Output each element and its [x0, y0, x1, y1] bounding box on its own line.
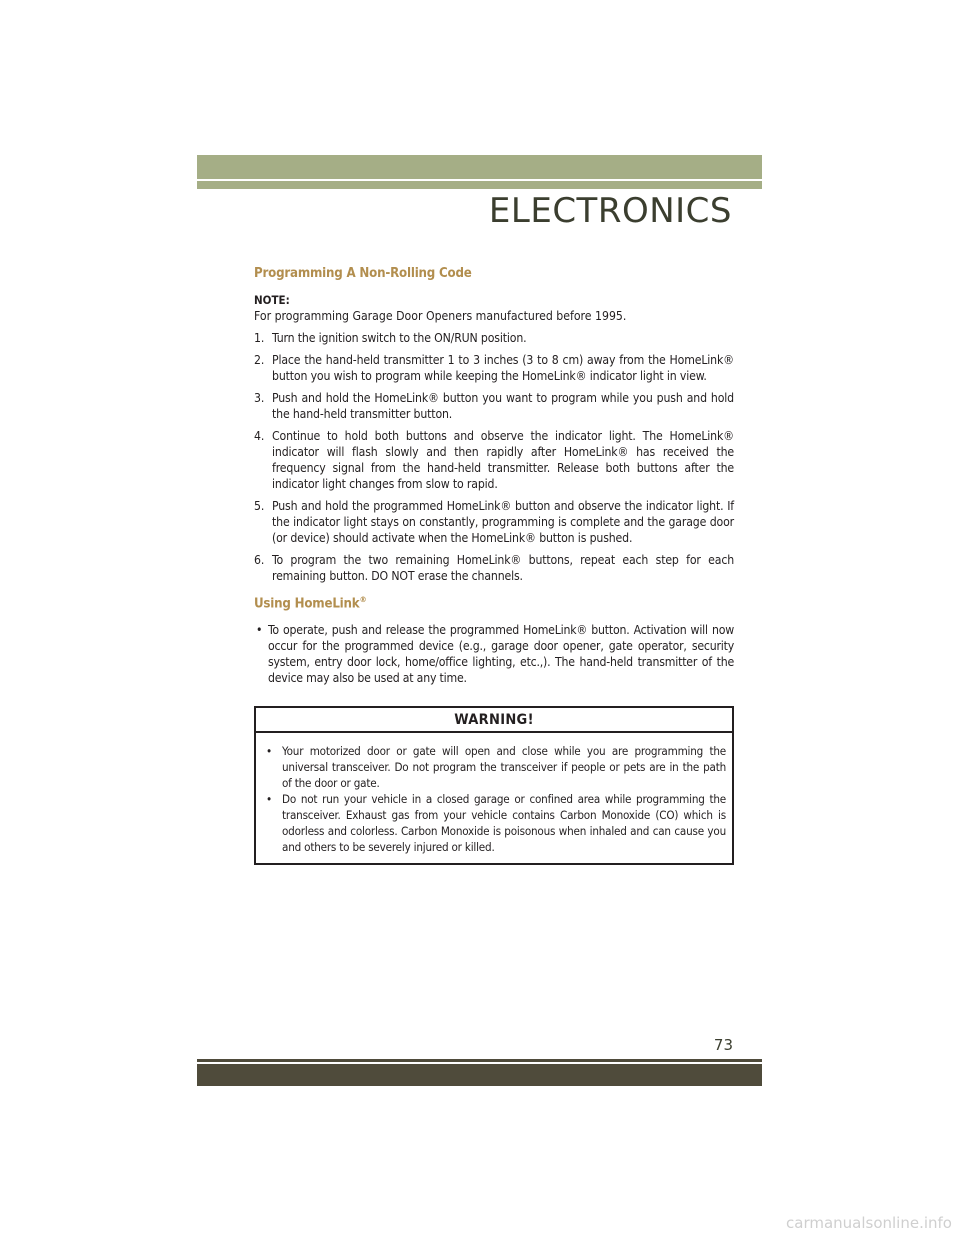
- bullet-icon: •: [256, 623, 263, 638]
- warning-title: WARNING!: [256, 708, 732, 733]
- warning-item: [266, 791, 726, 855]
- section-title: ELECTRONICS: [488, 191, 732, 231]
- step-number: 6.: [254, 553, 265, 567]
- watermark: carmanualsonline.info: [786, 1214, 952, 1232]
- step-text: Place the hand-held transmitter 1 to 3 inches (3 to 8 cm) away from the HomeLink® button you wish to program while keeping the HomeLink® indicator light in view.: [272, 353, 734, 383]
- note-label: NOTE:: [254, 293, 290, 307]
- step-text: Continue to hold both buttons and observe the indicator light. The HomeLink® indicator will flash slowly and then rapidly after HomeLink® has received the frequency signal from the hand-held transmitter. Release both buttons after the indicator light changes from slow to rapid.: [272, 429, 734, 491]
- footer-bar: [197, 1064, 762, 1086]
- list-item-text: To operate, push and release the programmed HomeLink® button. Activation will now occur for the programmed device (e.g., garage door opener, gate operator, security system, entry door lock, home/office lighting, etc.,). The hand-held transmitter of the device may also be used at any time.: [268, 623, 734, 686]
- warning-body: [256, 733, 732, 863]
- step-text: Turn the ignition switch to the ON/RUN position.: [272, 331, 527, 345]
- warning-list: [266, 743, 726, 855]
- bullet-icon: •: [266, 792, 272, 807]
- step-item: [254, 498, 734, 546]
- step-item: [254, 352, 734, 384]
- warning-item-text: Do not run your vehicle in a closed garage or confined area while programming the transceiver. Exhaust gas from your vehicle contains Carbon Monoxide (CO) which is odorless and colorless. Carbon Monoxide is poisonous when inhaled and can cause you and others to be severely injured or killed.: [282, 792, 726, 855]
- step-number: 1.: [254, 331, 265, 345]
- using-homelink-list: [254, 622, 734, 686]
- step-item: [254, 428, 734, 492]
- programming-steps: [254, 330, 734, 584]
- header-accent-rule: [197, 181, 762, 189]
- subheading-non-rolling-code: Programming A Non-Rolling Code: [254, 266, 472, 281]
- step-item: [254, 390, 734, 422]
- header-accent-bar: [197, 155, 762, 179]
- list-item: [254, 622, 734, 686]
- step-text: To program the two remaining HomeLink® buttons, repeat each step for each remaining button. DO NOT erase the channels.: [272, 553, 734, 583]
- step-item: [254, 552, 734, 584]
- step-item: [254, 330, 734, 346]
- subheading-using-homelink: [254, 592, 734, 612]
- step-number: 4.: [254, 429, 265, 443]
- warning-item-text: Your motorized door or gate will open and close while you are programming the universal transceiver. Do not program the transceiver if people or pets are in the path of the door or gate.: [282, 744, 726, 791]
- step-number: 3.: [254, 391, 265, 405]
- page-number: 73: [713, 1036, 733, 1054]
- step-text: Push and hold the programmed HomeLink® button and observe the indicator light. If the indicator light stays on constantly, programming is complete and the garage door (or device) should activate when the HomeLink® button is pushed.: [272, 499, 734, 545]
- bullet-icon: •: [266, 744, 272, 759]
- step-text: Push and hold the HomeLink® button you want to program while you push and hold the hand-held transmitter button.: [272, 391, 734, 421]
- warning-box: [254, 706, 734, 865]
- warning-item: [266, 743, 726, 791]
- step-number: 5.: [254, 499, 265, 513]
- step-number: 2.: [254, 353, 265, 367]
- subheading-using-homelink-text: Using HomeLink: [254, 596, 360, 612]
- registered-mark: ®: [359, 595, 367, 604]
- footer-rule: [197, 1059, 762, 1062]
- note-text: For programming Garage Door Openers manufactured before 1995.: [254, 309, 627, 323]
- page-content: [254, 266, 734, 865]
